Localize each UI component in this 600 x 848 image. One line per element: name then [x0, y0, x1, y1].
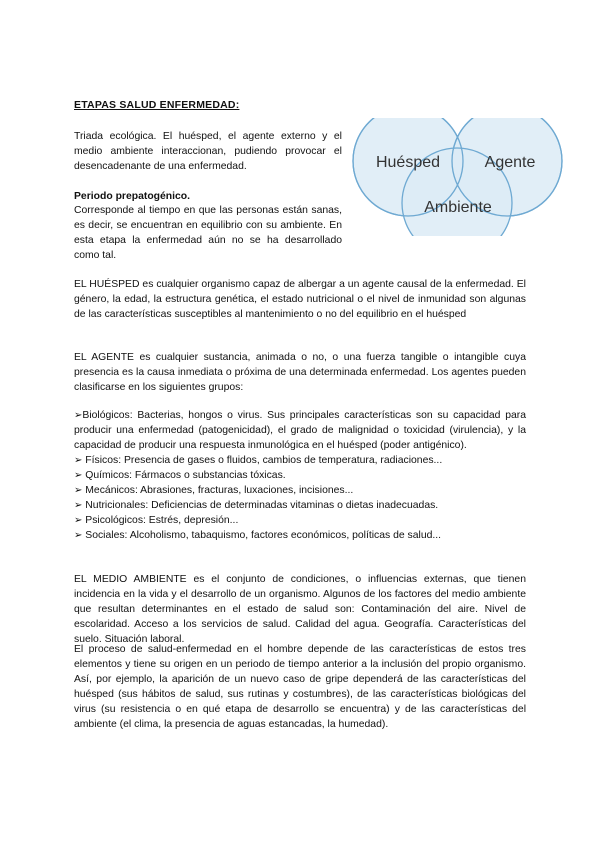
list-item: ➢ Químicos: Fármacos o substancias tóxicas. [74, 470, 286, 481]
list-item: ➢Biológicos: Bacterias, hongos o virus. Sus principales características son su capacidad para producir una enfermedad (patogenicidad), el grado de malignidad o toxicidad (virulencia), y la capacidad de producir una respuesta inmunológica en el huésped (poder antigénico). [74, 410, 526, 451]
prepatogenic-paragraph: Corresponde al tiempo en que las personas están sanas, es decir, se encuentran en equilibrio con su ambiente. En esta etapa la enfermedad aún no se ha desarrollado como tal. [74, 205, 342, 261]
process-paragraph: El proceso de salud-enfermedad en el hombre depende de las características de estos tres elementos y tiene su origen en un periodo de tiempo anterior a la inclusión del propio organismo. Así, por ejemplo, la aparición de un nuevo caso de gripe dependerá de las características del huésped (sus hábitos de salud, sus rutinas y costumbres), de las características biológicas del virus (su resistencia o en qué etapa de desarrollo se encuentra) y de las características del ambiente (el clima, la presencia de aguas estancadas, la humedad). [74, 644, 526, 730]
agent-paragraph: EL AGENTE es cualquier sustancia, animada o no, o una fuerza tangible o intangible cuya presencia es la causa inmediata o próxima de una determinada enfermedad. Los agentes pueden clasificarse en los siguientes grupos: [74, 352, 526, 393]
arrow-bullet-icon: ➢ [74, 485, 83, 496]
environment-paragraph: EL MEDIO AMBIENTE es el conjunto de condiciones, o influencias externas, que tienen incidencia en la vida y el desarrollo de un organismo. Algunos de los factores del medio ambiente que resultan determinantes en el estado de salud son: Contaminación del aire. Nivel de escolaridad. Acceso a los servicios de salud. Calidad del agua. Geografía. Características del suelo. Situación laboral. [74, 574, 526, 645]
host-label: Huésped [375, 154, 441, 171]
page-title: ETAPAS SALUD ENFERMEDAD: [74, 99, 240, 111]
list-item: ➢ Psicológicos: Estrés, depresión... [74, 515, 239, 526]
intro-paragraph: Triada ecológica. El huésped, el agente externo y el medio ambiente interaccionan, pudiendo provocar el desencadenante de una enfermedad. [74, 131, 342, 172]
ecological-triad-diagram [350, 118, 570, 236]
arrow-bullet-icon: ➢ [74, 530, 83, 541]
prepatogenic-heading: Periodo prepatogénico. [74, 191, 191, 202]
arrow-bullet-icon: ➢ [74, 455, 83, 466]
agent-groups-list [74, 408, 526, 543]
arrow-bullet-icon: ➢ [74, 470, 83, 481]
arrow-bullet-icon: ➢ [74, 410, 83, 421]
list-item: ➢ Mecánicos: Abrasiones, fracturas, luxaciones, incisiones... [74, 485, 354, 496]
list-item: ➢ Nutricionales: Deficiencias de determinadas vitaminas o dietas inadecuadas. [74, 500, 439, 511]
host-paragraph: EL HUÉSPED es cualquier organismo capaz de albergar a un agente causal de la enfermedad. El género, la edad, la estructura genética, el estado nutricional o el nivel de inmunidad son algunas de las características susceptibles al mantenimiento o no del equilibrio en el huésped [74, 279, 526, 320]
arrow-bullet-icon: ➢ [74, 500, 83, 511]
environment-label: Ambiente [424, 199, 492, 216]
agent-label: Agente [484, 154, 536, 171]
list-item: ➢ Sociales: Alcoholismo, tabaquismo, factores económicos, políticas de salud... [74, 530, 442, 541]
arrow-bullet-icon: ➢ [74, 515, 83, 526]
list-item: ➢ Físicos: Presencia de gases o fluidos, cambios de temperatura, radiaciones... [74, 455, 443, 466]
